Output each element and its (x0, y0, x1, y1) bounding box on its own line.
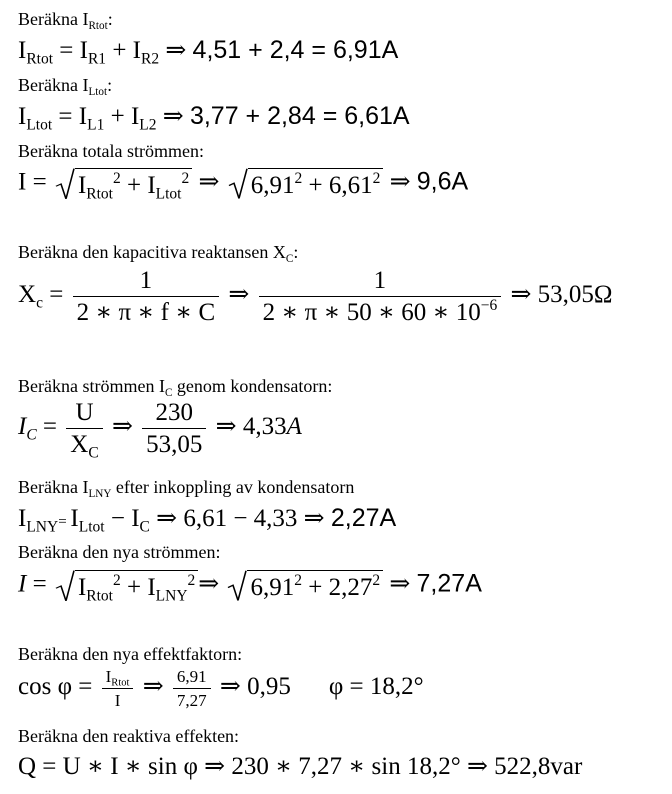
fraction: $\frac{230}{53,05}$ (142, 400, 206, 457)
equation-itotal: I = $I_{Rtot}^2 + I_{Ltot}^2$ ⇒ $6,91^2 + 6,61^2$ ⇒ 9,6A (18, 167, 469, 203)
step-label-1: Beräkna $I_{Rtot}$: (18, 9, 113, 32)
radical-sign: $6,91^2 + 2,27^2$ (227, 570, 383, 602)
fraction: $\frac{U}{X_C}$ (66, 400, 102, 457)
fraction: $\frac{1}{2 ∗ \pi ∗ 50 ∗ 60 ∗ 10^{-6}}$ (259, 268, 502, 325)
equation-iltot: $I_{Ltot} = I_{L1} + I_{L2}$ ⇒ 3,77 + 2,84 = 6,61A (18, 102, 410, 134)
radical-sign: $I_{Rtot}^2 + I_{LNY}^2$ (55, 570, 198, 602)
step-label-6: Beräkna $I_{LNY}$ efter inkoppling av kondensatorn (18, 477, 355, 500)
equation-irtot: $I_{Rtot} = I_{R1} + I_{R2}$ ⇒ 4,51 + 2,4 = 6,91A (18, 36, 399, 68)
fraction: $\frac{6,91}{7,27}$ (173, 668, 211, 709)
step-label-8: Beräkna den nya effektfaktorn: (18, 644, 243, 664)
equation-q: Q = U ∗ I ∗ sin φ ⇒ 230 ∗ 7,27 ∗ sin 18,2° ⇒ 522,8var (18, 753, 583, 780)
equation-inew: I = $I_{Rtot}^2 + I_{LNY}^2$ ⇒ $6,91^2 + 2,27^2$ ⇒ 7,27A (18, 569, 482, 605)
equation-xc: $X_c$ = $\frac{1}{2 ∗ \pi ∗ f ∗ C}$ ⇒ $\frac{1}{2 ∗ \pi ∗ 50 ∗ 60 ∗ 10^{-6}}$ ⇒ 53,05Ω (18, 267, 613, 326)
step-label-5: Beräkna strömmen $I_C$ genom kondensatorn: (18, 376, 333, 399)
fraction: $\frac{I_{Rtot}}{I}$ (102, 668, 134, 709)
step-label-2: Beräkna $I_{Ltot}$: (18, 75, 113, 98)
equation-ilny: $I_{LNY}= I_{Ltot} - I_C$ ⇒ 6,61 − 4,33 ⇒ 2,27A (18, 504, 397, 536)
equation-cosphi: cos φ = $\frac{I_{Rtot}}{I}$ ⇒ $\frac{6,91}{7,27}$ ⇒ 0,95 φ = 18,2° (18, 667, 424, 710)
step-label-7: Beräkna den nya strömmen: (18, 542, 221, 562)
fraction: $\frac{1}{2 ∗ \pi ∗ f ∗ C}$ (73, 268, 220, 325)
step-label-3: Beräkna totala strömmen: (18, 141, 204, 161)
step-label-9: Beräkna den reaktiva effekten: (18, 726, 240, 746)
radical-sign: $I_{Rtot}^2 + I_{Ltot}^2$ (55, 168, 192, 200)
equation-ic: $I_C$ = $\frac{U}{X_C}$ ⇒ $\frac{230}{53,05}$ ⇒ 4,33A (18, 399, 302, 462)
radical-sign: $6,91^2 + 6,61^2$ (228, 168, 384, 200)
step-label-4: Beräkna den kapacitiva reaktansen $X_C$: (18, 242, 299, 265)
